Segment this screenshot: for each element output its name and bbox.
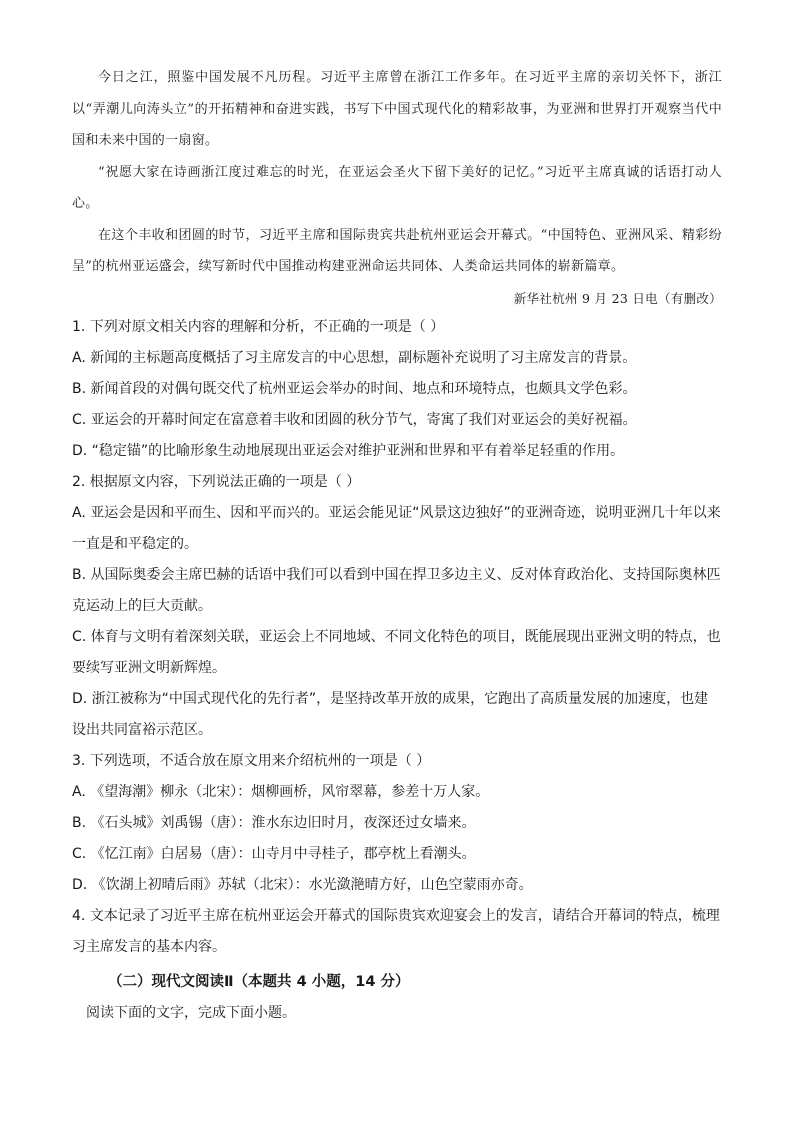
question-3-option-a: A. 《望海潮》柳永（北宋）：烟柳画桥，风帘翠幕，参差十万人家。 [72,784,490,800]
question-4-stem: 4. 文本记录了习近平主席在杭州亚运会开幕式的国际贵宾欢迎宴会上的发言，请结合开幕词的特点，梳理习主席发言的基本内容。 [72,908,720,955]
question-1-option-b: B. 新闻首段的对偶句既交代了杭州亚运会举办的时间、地点和环境特点，也颇具文学色彩。 [72,381,637,397]
question-3-option-d: D. 《饮湖上初晴后雨》苏轼（北宋）：水光潋滟晴方好，山色空蒙雨亦奇。 [72,877,533,893]
reading-passage [72,62,722,314]
question-2-option-c: C. 体育与文明有着深刻关联，亚运会上不同地域、不同文化特色的项目，既能展现出亚洲文明的特点，也要续写亚洲文明新辉煌。 [72,629,721,676]
question-3-option-c: C. 《忆江南》白居易（唐）：山寺月中寻桂子，郡亭枕上看潮头。 [72,846,476,862]
passage-paragraph-2: “祝愿大家在诗画浙江度过难忘的时光，在亚运会圣火下留下美好的记忆。”习近平主席真诚的话语打动人心。 [72,164,722,211]
question-list [72,312,722,963]
question-1-stem: 1. 下列对原文相关内容的理解和分析，不正确的一项是（ ） [72,319,445,335]
question-2-option-b: B. 从国际奥委会主席巴赫的话语中我们可以看到中国在捍卫多边主义、反对体育政治化、支持国际奥林匹克运动上的巨大贡献。 [72,567,721,614]
passage-source: 新华社杭州 9 月 23 日电（有删改） [513,290,722,306]
question-2-option-a: A. 亚运会是因和平而生、因和平而兴的。亚运会能见证“风景这边独好”的亚洲奇迹，说明亚洲几十年以来一直是和平稳定的。 [72,505,721,552]
question-1-option-c: C. 亚运会的开幕时间定在富意着丰收和团圆的秋分节气，寄寓了我们对亚运会的美好祝福。 [72,412,637,428]
question-3-option-b: B. 《石头城》刘禹锡（唐）：淮水东边旧时月，夜深还过女墙来。 [72,815,476,831]
question-2-stem: 2. 根据原文内容，下列说法正确的一项是（ ） [72,474,361,490]
question-2-option-d: D. 浙江被称为“中国式现代化的先行者”，是坚持改革开放的成果，它跑出了高质量发展的加速度，也建设出共同富裕示范区。 [72,691,709,738]
question-1-option-a: A. 新闻的主标题高度概括了习主席发言的中心思想，副标题补充说明了习主席发言的背景。 [72,350,637,366]
question-3-stem: 3. 下列选项，不适合放在原文用来介绍杭州的一项是（ ） [72,753,431,769]
question-1-option-d: D. “稳定锚”的比喻形象生动地展现出亚运会对维护亚洲和世界和平有着举足轻重的作用。 [72,443,625,459]
passage-paragraph-3: 在这个丰收和团圆的时节，习近平主席和国际贵宾共赴杭州亚运会开幕式。“中国特色、亚洲风采、精彩纷呈”的杭州亚运盛会，续写新时代中国推动构建亚洲命运共同体、人类命运共同体的崭新篇章。 [72,227,722,274]
section-instruction: 阅读下面的文字，完成下面小题。 [86,1005,296,1021]
section-heading: （二）现代文阅读Ⅱ（本题共 4 小题，14 分） [108,974,410,990]
passage-paragraph-1: 今日之江，照鉴中国发展不凡历程。习近平主席曾在浙江工作多年。在习近平主席的亲切关怀下，浙江以“弄潮儿向涛头立”的开拓精神和奋进实践，书写下中国式现代化的精彩故事，为亚洲和世界打开观察当代中国和未来中国的一扇窗。 [72,70,722,148]
